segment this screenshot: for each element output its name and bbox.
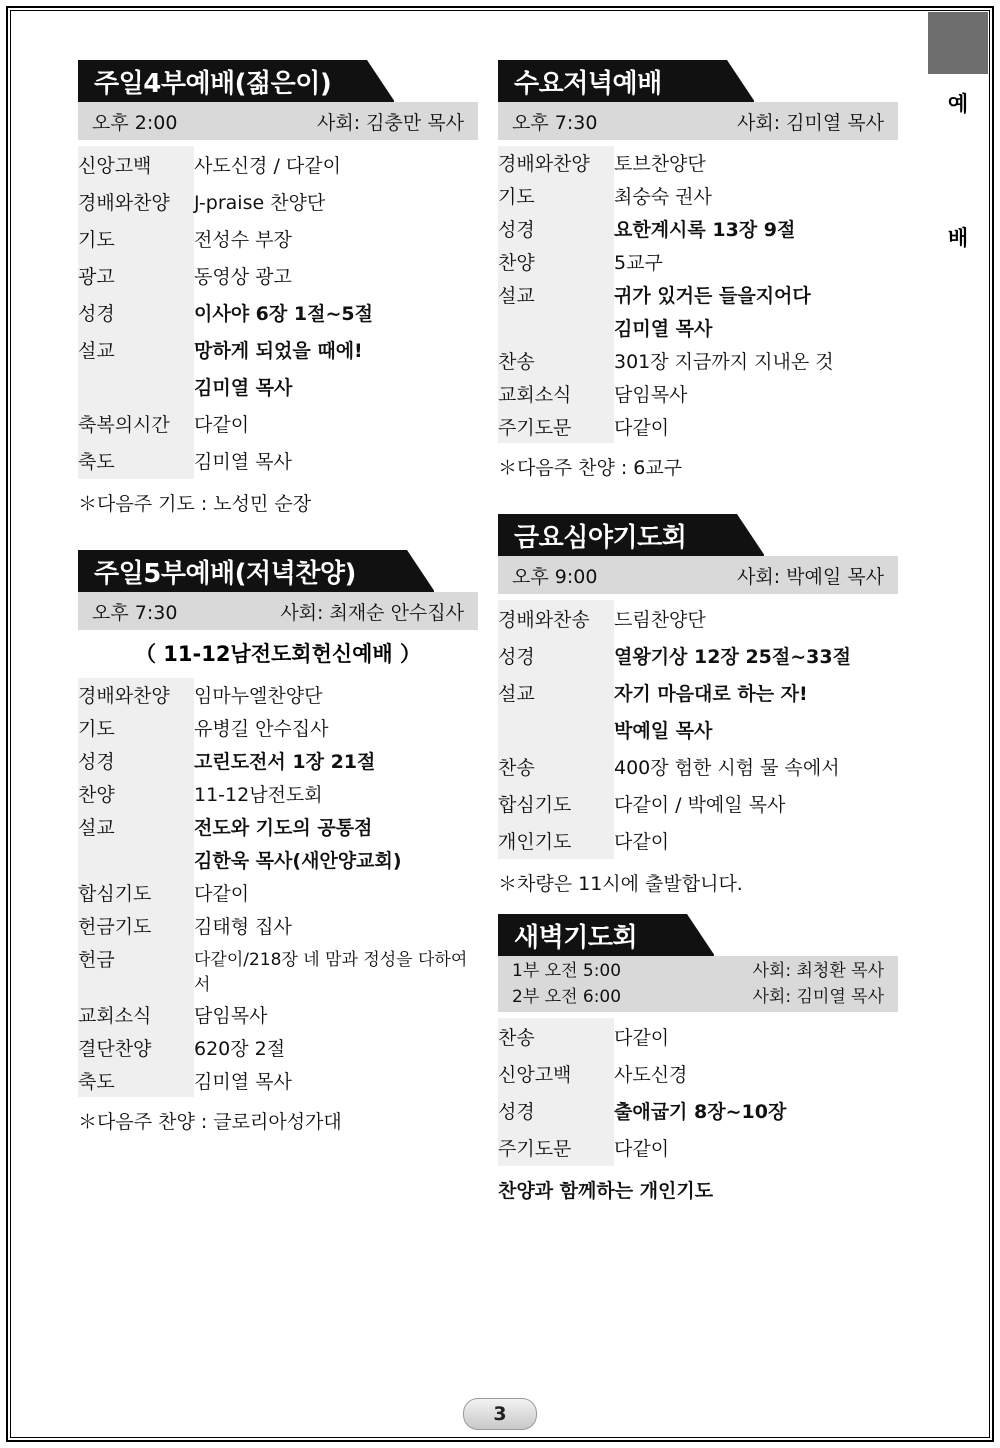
section-footnote-dawn: 찬양과 함께하는 개인기도 [498,1180,714,1202]
row-label: 성경 [498,1092,614,1129]
section-footnote-sunday5: ＊다음주 찬양 : 글로리아성가대 [78,1111,342,1133]
table-row [498,179,898,212]
table-row [78,294,478,331]
table-row [78,876,478,909]
row-label: 설교 [78,810,194,843]
table-row [78,1064,478,1097]
table-row [498,748,898,785]
table-row [78,220,478,257]
table-row [498,410,898,443]
section-friday [498,514,898,896]
row-value: 망하게 되었을 때에! [194,340,363,362]
row-value: 다같이 [194,883,250,905]
table-row [78,1031,478,1064]
program-table-wednesday [498,146,898,443]
row-value: 다같이 [614,831,670,853]
section-subbar-sunday4 [78,102,478,140]
row-label: 설교 [498,674,614,711]
section-title-sunday4: 주일4부예배(젊은이) [78,60,394,102]
section-subbar-sunday5 [78,592,478,630]
service-time: 2부 오전 6:00 [512,987,622,1007]
row-label: 교회소식 [498,377,614,410]
table-row [498,785,898,822]
table-row [498,344,898,377]
service-time: 오후 2:00 [92,111,178,134]
row-label: 기도 [78,220,194,257]
table-row [78,183,478,220]
row-label: 설교 [78,331,194,368]
table-row [78,442,478,479]
table-row [78,678,478,711]
section-header-friday [498,514,898,556]
spacer [78,516,478,550]
section-title-friday: 금요심야기도회 [498,514,764,556]
row-label: 성경 [78,744,194,777]
row-label: 경배와찬양 [78,183,194,220]
section-sunday5 [78,550,478,1134]
section-header-sunday4 [78,60,478,102]
row-label: 축도 [78,1064,194,1097]
row-value: 사도신경 [614,1064,688,1086]
row-value: 최숭숙 권사 [614,186,712,208]
row-label: 결단찬양 [78,1031,194,1064]
section-footnote-wednesday: ＊다음주 찬양 : 6교구 [498,457,683,479]
row-label: 개인기도 [498,822,614,859]
row-label: 찬송 [498,1018,614,1055]
service-host: 사회: 김미열 목사 [752,987,884,1007]
row-label: 경배와찬송 [498,600,614,637]
row-label: 성경 [78,294,194,331]
service-time: 오후 9:00 [512,565,598,588]
section-title-sunday5: 주일5부예배(저녁찬양) [78,550,434,592]
program-table-sunday5 [78,678,478,1097]
table-row [78,810,478,843]
table-row [498,311,898,344]
section-title-dawn: 새벽기도회 [498,914,714,956]
dawn-service-1 [512,958,884,984]
table-row [498,377,898,410]
service-host: 사회: 박예일 목사 [737,565,884,588]
section-header-wednesday [498,60,898,102]
table-row [78,777,478,810]
service-host: 사회: 최재순 안수집사 [280,601,464,624]
row-value: 김미열 목사 [194,377,293,399]
row-label: 축도 [78,442,194,479]
table-row [78,146,478,183]
table-row [78,405,478,442]
row-value: 5교구 [614,252,663,274]
table-row [498,146,898,179]
row-value: 301장 지금까지 지내온 것 [614,351,834,373]
row-value: 담임목사 [194,1005,268,1027]
section-subbar-friday [498,556,898,594]
table-row [498,1055,898,1092]
row-value: 귀가 있거든 들을지어다 [614,285,811,307]
table-row [78,998,478,1031]
row-label: 성경 [498,637,614,674]
row-value: 열왕기상 12장 25절~33절 [614,646,851,668]
table-row [498,600,898,637]
table-row [498,278,898,311]
row-label [498,311,614,344]
row-label: 헌금 [78,942,194,998]
table-row [78,257,478,294]
row-value: 400장 험한 시험 물 속에서 [614,757,840,779]
row-value: 요한계시록 13장 9절 [614,219,796,241]
row-value: J-praise 찬양단 [194,192,326,214]
right-column [498,60,898,1203]
spacer [498,896,898,914]
row-value: 다같이 [614,1027,670,1049]
side-tab-label-top: 예 [947,92,969,116]
row-value: 다같이 / 박예일 목사 [614,794,786,816]
section-wednesday [498,60,898,480]
row-label: 헌금기도 [78,909,194,942]
section-footnote-sunday4: ＊다음주 기도 : 노성민 순장 [78,493,312,515]
row-value: 임마누엘찬양단 [194,685,323,707]
row-label: 축복의시간 [78,405,194,442]
row-value: 김태형 집사 [194,916,292,938]
dawn-service-2 [512,984,884,1010]
row-value: 다같이 [614,417,670,439]
table-row [498,1018,898,1055]
table-row [78,368,478,405]
service-time: 오후 7:30 [512,111,598,134]
row-label: 찬양 [498,245,614,278]
row-label: 주기도문 [498,410,614,443]
side-tab-label-bottom: 배 [947,226,969,250]
row-label: 설교 [498,278,614,311]
section-subtitle-sunday5: （ 11-12남전도회헌신예배 ） [134,642,422,666]
row-value: 박예일 목사 [614,720,713,742]
row-value: 이사야 6장 1절~5절 [194,303,373,325]
program-table-sunday4 [78,146,478,479]
row-label: 찬송 [498,748,614,785]
row-label [78,368,194,405]
table-row [78,711,478,744]
row-label: 신앙고백 [78,146,194,183]
table-row [78,909,478,942]
page-number: 3 [463,1398,537,1430]
table-row [498,1092,898,1129]
row-value: 유병길 안수집사 [194,718,329,740]
row-label: 경배와찬양 [78,678,194,711]
table-row [498,245,898,278]
table-row [498,822,898,859]
section-footnote-friday: ＊차량은 11시에 출발합니다. [498,873,743,895]
service-time: 1부 오전 5:00 [512,961,622,981]
row-value: 다같이/218장 네 맘과 정성을 다하여서 [194,950,468,995]
row-label: 광고 [78,257,194,294]
row-value: 출애굽기 8장~10장 [614,1101,787,1123]
row-value: 사도신경 / 다같이 [194,155,341,177]
table-row [498,674,898,711]
row-value: 다같이 [614,1138,670,1160]
row-value: 11-12남전도회 [194,784,323,806]
row-label [498,711,614,748]
service-host: 사회: 최청환 목사 [752,961,884,981]
row-label: 성경 [498,212,614,245]
table-row [498,1129,898,1166]
row-value: 동영상 광고 [194,266,292,288]
row-label [78,843,194,876]
section-subbar-wednesday [498,102,898,140]
row-value: 드림찬양단 [614,609,706,631]
row-label: 합심기도 [498,785,614,822]
row-label: 주기도문 [498,1129,614,1166]
row-value: 자기 마음대로 하는 자! [614,683,808,705]
left-column [78,60,478,1134]
table-row [78,843,478,876]
section-dawn [498,914,898,1203]
program-table-dawn [498,1018,898,1166]
row-value: 김미열 목사 [614,318,713,340]
section-title-wednesday: 수요저녁예배 [498,60,754,102]
table-row [498,212,898,245]
row-value: 김미열 목사 [194,451,292,473]
service-host: 사회: 김미열 목사 [737,111,884,134]
row-label: 신앙고백 [498,1055,614,1092]
row-label: 찬양 [78,777,194,810]
side-tab-block [928,12,988,74]
row-value: 620장 2절 [194,1038,286,1060]
service-host: 사회: 김충만 목사 [317,111,464,134]
row-value: 다같이 [194,414,250,436]
table-row [78,942,478,998]
spacer [498,480,898,514]
table-row [498,711,898,748]
row-value: 김미열 목사 [194,1071,292,1093]
row-label: 교회소식 [78,998,194,1031]
row-label: 기도 [78,711,194,744]
row-value: 고린도전서 1장 21절 [194,751,376,773]
row-value: 토브찬양단 [614,153,706,175]
program-table-friday [498,600,898,859]
row-label: 경배와찬양 [498,146,614,179]
row-label: 기도 [498,179,614,212]
table-row [498,637,898,674]
row-value: 담임목사 [614,384,688,406]
section-sunday4 [78,60,478,516]
section-subbar-dawn [498,956,898,1012]
section-header-sunday5 [78,550,478,592]
row-value: 전성수 부장 [194,229,292,251]
row-label: 합심기도 [78,876,194,909]
row-value: 전도와 기도의 공통점 [194,817,373,839]
table-row [78,331,478,368]
section-header-dawn [498,914,898,956]
row-value: 김한욱 목사(새안양교회) [194,850,402,872]
service-time: 오후 7:30 [92,601,178,624]
table-row [78,744,478,777]
row-label: 찬송 [498,344,614,377]
